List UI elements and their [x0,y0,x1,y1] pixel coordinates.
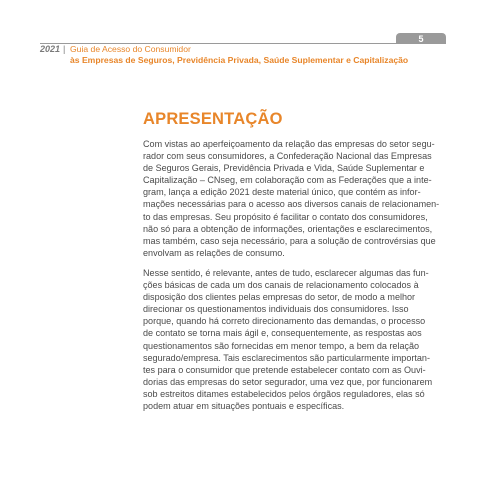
text-line: tes para o consumidor que pretende estabelecer contato com as Ouvi- [143,364,426,375]
header-subtitle: às Empresas de Seguros, Previdência Privada, Saúde Suplementar e Capitalização [70,55,409,65]
text-line: to das empresas. Seu propósito é facilitar o contato dos consumidores, [143,211,428,222]
text-line: questionamentos são fornecidas em menor tempo, a bem da relação [143,340,420,351]
header-title: Guia de Acesso do Consumidor [70,44,191,54]
text-line: porque, quando há correto direcionamento das demandas, o processo [143,316,426,327]
text-line: envolvam as relações de consumo. [143,247,285,258]
main-content [143,110,441,420]
text-line: disposição dos clientes pelas empresas do setor, de modo a melhor [143,292,416,303]
text-line: dorias das empresas do setor segurador, uma vez que, por funcionarem [143,376,433,387]
text-line: Com vistas ao aperfeiçoamento da relação das empresas do setor segu- [143,139,435,149]
text-line: não só para a obtenção de informações, orientações e esclarecimentos, [143,223,433,234]
text-line: mas também, caso seja necessário, para a solução de controvérsias que [143,235,436,246]
paragraph-2 [143,267,441,412]
text-line: segurado/empresa. Tais esclarecimentos são particularmente importan- [143,352,430,363]
text-line: Nesse sentido, é relevante, antes de tudo, esclarecer algumas das fun- [143,267,429,278]
page-number-tab: 5 [396,33,446,44]
text-line: Capitalização – CNseg, em colaboração com as Federações que a inte- [143,175,432,186]
text-line: rador com seus consumidores, a Confederação Nacional das Empresas [143,151,432,162]
text-line: direcionar os questionamentos individuais dos consumidores. Isso [143,304,409,315]
text-line: de contato se torna mais ágil e, consequentemente, as respostas aos [143,328,422,339]
text-line: gram, lança a edição 2021 deste material único, que contém as infor- [143,187,421,198]
text-line: ções básicas de cada um dos canais de relacionamento colocados à [143,280,419,291]
paragraph-1 [143,138,441,259]
text-line: de Seguros Gerais, Previdência Privada e Vida, Saúde Suplementar e [143,163,425,174]
text-line: podem atuar em situações pontuais e específicas. [143,400,345,411]
text-line: mações necessárias para o acesso aos diversos canais de relacionamen- [143,199,440,210]
header-year: 2021 [40,44,61,54]
section-title: APRESENTAÇÃO [143,110,283,128]
header-separator: | [63,44,66,54]
text-line: sob estreitos ditames estabelecidos pelos órgãos reguladores, elas só [143,388,425,399]
